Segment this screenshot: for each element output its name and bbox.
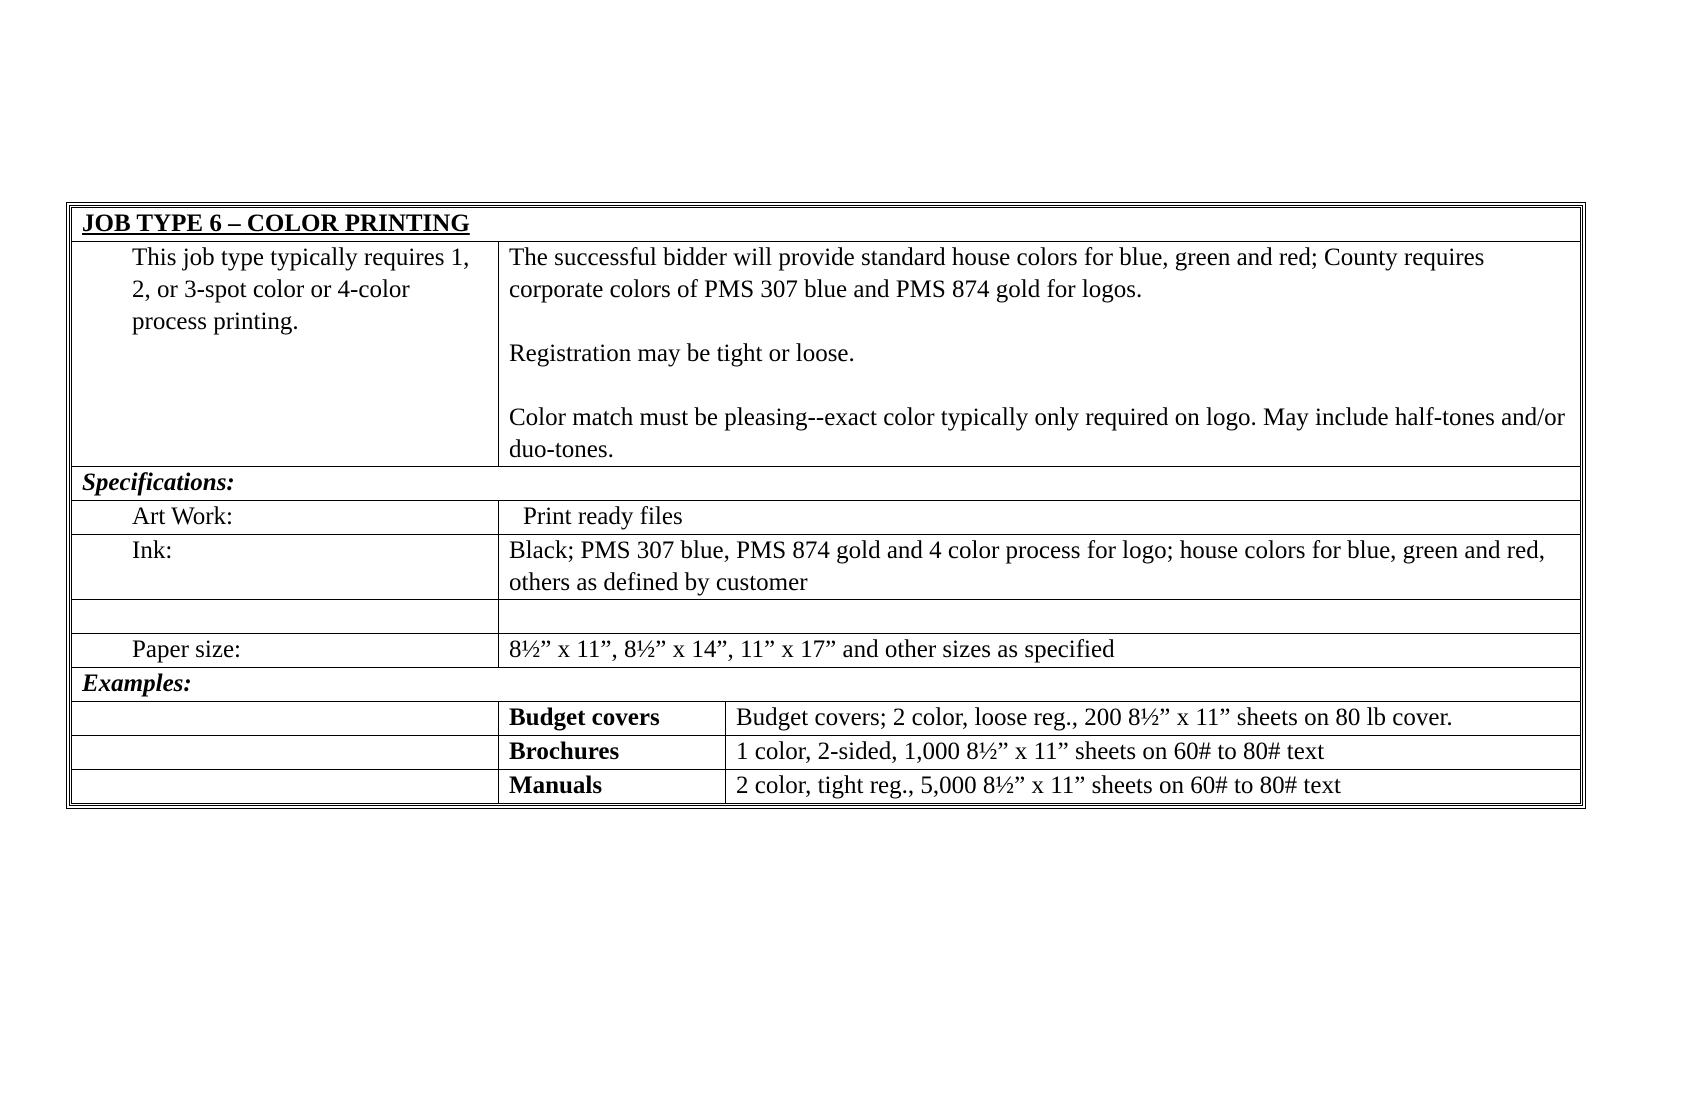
intro-paragraph: Registration may be tight or loose. xyxy=(509,340,855,367)
spec-value: 8½” x 11”, 8½” x 14”, 11” x 17” and other sizes as specified xyxy=(499,634,1581,668)
spec-value xyxy=(499,600,1581,634)
example-spacer xyxy=(72,770,499,804)
job-type-table-frame xyxy=(66,202,1586,809)
table-title: JOB TYPE 6 – COLOR PRINTING xyxy=(72,208,1581,242)
intro-paragraph: Color match must be pleasing--exact color typically only required on logo. May include half-tones and/or duo-tones. xyxy=(509,404,1565,463)
job-type-table xyxy=(71,207,1581,804)
intro-description: This job type typically requires 1, 2, or 3-spot color or 4-color process printing. xyxy=(72,242,499,467)
example-description: 2 color, tight reg., 5,000 8½” x 11” sheets on 60# to 80# text xyxy=(726,770,1581,804)
spec-value: Print ready files xyxy=(499,501,1581,535)
intro-paragraph: The successful bidder will provide standard house colors for blue, green and red; County requires corporate colors of PMS 307 blue and PMS 874 gold for logos. xyxy=(509,244,1485,303)
specifications-heading: Specifications: xyxy=(72,467,1581,501)
spec-label xyxy=(72,600,499,634)
example-spacer xyxy=(72,702,499,736)
spec-label: Paper size: xyxy=(72,634,499,668)
spec-value: Black; PMS 307 blue, PMS 874 gold and 4 color process for logo; house colors for blue, green and red, others as defined by customer xyxy=(499,535,1581,600)
example-spacer xyxy=(72,736,499,770)
examples-heading: Examples: xyxy=(72,668,1581,702)
example-description: Budget covers; 2 color, loose reg., 200 8½” x 11” sheets on 80 lb cover. xyxy=(726,702,1581,736)
example-description: 1 color, 2-sided, 1,000 8½” x 11” sheets on 60# to 80# text xyxy=(726,736,1581,770)
example-name: Brochures xyxy=(499,736,726,770)
spec-label: Art Work: xyxy=(72,501,499,535)
intro-details xyxy=(499,242,1581,467)
spec-label: Ink: xyxy=(72,535,499,600)
example-name: Budget covers xyxy=(499,702,726,736)
example-name: Manuals xyxy=(499,770,726,804)
